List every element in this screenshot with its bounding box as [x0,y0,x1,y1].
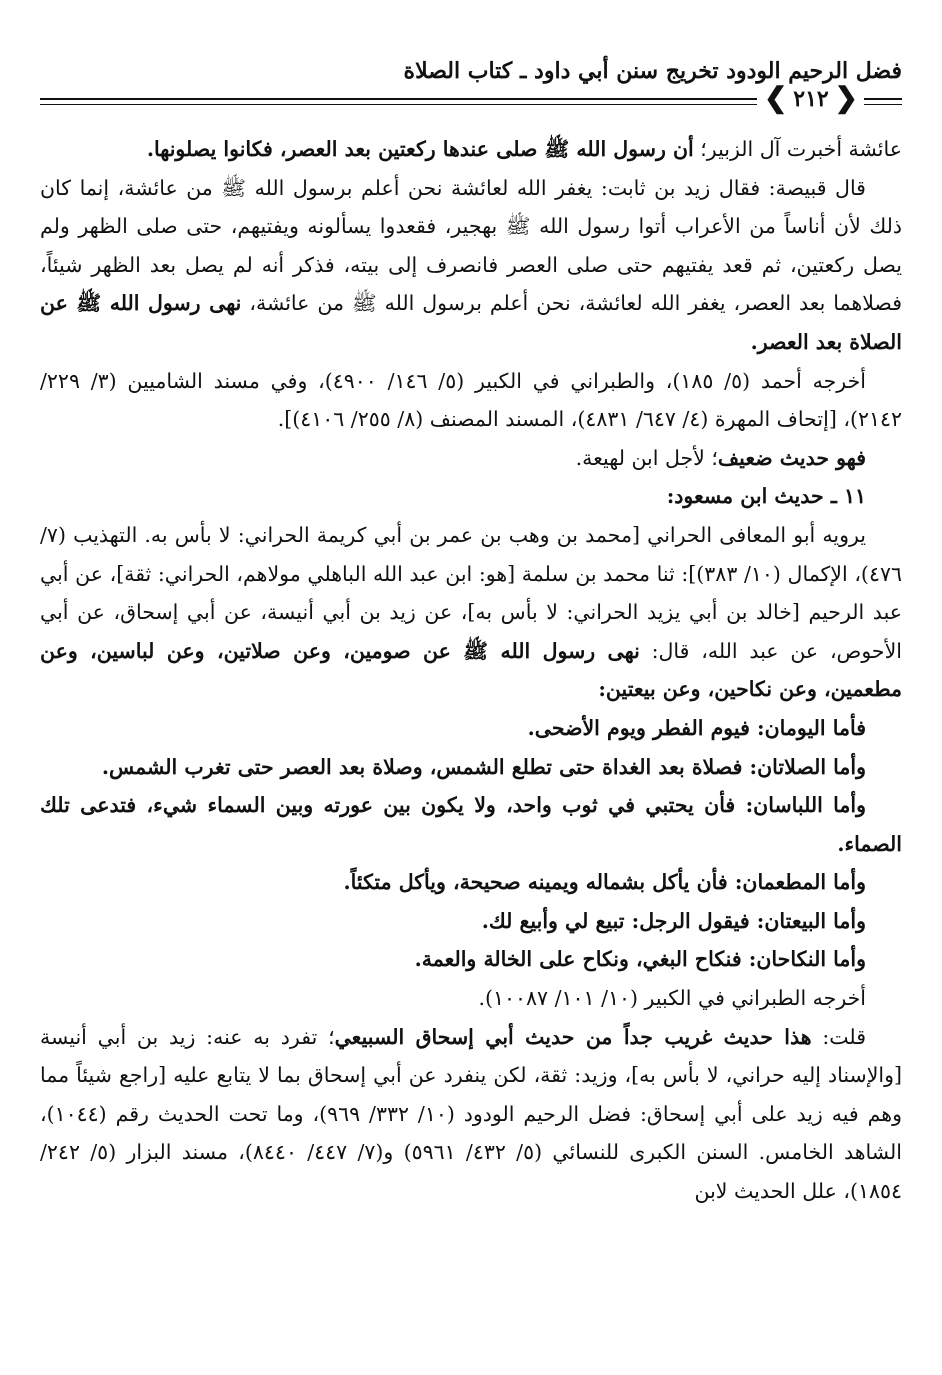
bold-text-segment: وأما اللباسان: فأن يحتبي في ثوب واحد، ولا يكون بين عورته وبين السماء شيء، فتدعى تلك الصماء. [40,793,902,856]
text-segment: عائشة أخبرت آل الزبير؛ [693,137,902,161]
bold-text-segment: نهى رسول الله ﷺ عن الصلاة بعد العصر. [40,291,902,354]
page-body [40,130,902,1211]
text-segment: ؛ لأجل ابن لهيعة. [575,445,718,470]
page-number [764,81,858,114]
paragraph [40,748,902,787]
paragraph [40,902,902,941]
paragraph [40,979,902,1018]
paragraph [40,786,902,863]
paragraph [40,516,902,709]
page-number-bracket-icon: ❯ [764,81,788,114]
paragraph [40,940,902,979]
bold-text-segment: وأما النكاحان: فنكاح البغي، ونكاح على الخالة والعمة. [414,947,866,972]
bold-text-segment: وأما الصلاتان: فصلاة بعد الغداة حتى تطلع الشمس، وصلاة بعد العصر حتى تغرب الشمس. [101,754,866,779]
bold-text-segment: ١١ ـ حديث ابن مسعود: [666,484,866,509]
text-segment: قلت: [811,1024,866,1049]
running-title: فضل الرحيم الودود تخريج سنن أبي داود ـ كتاب الصلاة [403,58,902,84]
header-rule-line [40,98,757,100]
page-number-value: ٢١٢ [793,86,829,112]
text-segment: أخرجه أحمد (٥/ ١٨٥)، والطبراني في الكبير (٥/ ١٤٦/ ٤٩٠٠)، وفي مسند الشاميين (٣/ ٢٢٩/ ٢١٤٢)، [إتحاف المهرة (٤/ ٦٤٧/ ٤٨٣١)، المسند المصنف (٨/ ٢٥٥/ ٤١٠٦)]. [40,368,902,432]
paragraph [40,169,902,362]
paragraph [40,362,902,439]
text-segment: يرويه أبو المعافى الحراني [محمد بن وهب بن عمر بن أبي كريمة الحراني: لا بأس به. التهذيب (٧/ ٤٧٦)، الإكمال (١٠/ ٣٨٣)]: ثنا محمد بن سلمة [هو: ابن عبد الله الباهلي مولاهم، الحراني: ثقة]، عن أبي عبد الرحيم [خالد بن أبي يزيد الحراني: لا بأس به]، عن زيد بن أبي أنيسة، عن أبي إسحاق، عن أبي الأحوص، عن عبد الله، قال: [40,522,902,663]
bold-text-segment: وأما البيعتان: فيقول الرجل: تبيع لي وأبيع لك. [481,908,866,933]
page-header [40,48,902,118]
text-segment: ؛ تفرد به عنه: زيد بن أبي أنيسة [والإسناد إليه حراني، لا بأس به]، وزيد: ثقة، لكن ينفرد عن أبي إسحاق بما لا يتابع عليه [راجع شيئاً مما وهم فيه زيد على أبي إسحاق: فضل الرحيم الودود (١٠/ ٣٣٢/ ٩٦٩)، وما تحت الحديث رقم (١٠٤٤)، الشاهد الخامس. السنن الكبرى للنسائي (٥/ ٤٣٢/ ٥٩٦١) و(٧/ ٤٤٧/ ٨٤٤٠)، مسند البزار (٥/ ٢٤٢/ ١٨٥٤)، علل الحديث لابن [40,1024,902,1204]
paragraph [40,477,902,516]
paragraph [40,1018,902,1211]
paragraph [40,130,902,169]
bold-text-segment: فهو حديث ضعيف [717,445,866,470]
paragraph [40,709,902,748]
header-rule-line [864,98,902,100]
bold-text-segment: نهى رسول الله ﷺ عن صومين، وعن صلاتين، وعن لباسين، وعن مطعمين، وعن نكاحين، وعن بيعتين: [40,638,902,702]
page-number-bracket-icon: ❮ [834,81,858,114]
bold-text-segment: فأما اليومان: فيوم الفطر ويوم الأضحى. [527,715,866,740]
bold-text-segment: أن رسول الله ﷺ صلى عندها ركعتين بعد العصر، فكانوا يصلونها. [146,137,694,161]
paragraph [40,439,902,478]
header-rule-line [864,104,902,105]
paragraph [40,863,902,902]
text-segment: أخرجه الطبراني في الكبير (١٠/ ١٠١/ ١٠٠٨٧). [478,986,866,1011]
text-segment: قال قبيصة: فقال زيد بن ثابت: يغفر الله لعائشة نحن أعلم برسول الله ﷺ من عائشة، إنما كان ذلك لأن أناساً من الأعراب أتوا رسول الله ﷺ بهجير، فقعدوا يسألونه ويفتيهم، حتى صلى الظهر ولم يصل ركعتين، ثم قعد يفتيهم حتى صلى العصر فانصرف إلى بيته، فذكر أنه لم يصل بعد الظهر شيئاً، فصلاهما بعد العصر، يغفر الله لعائشة، نحن أعلم برسول الله ﷺ من عائشة، [40,175,902,316]
bold-text-segment: هذا حديث غريب جداً من حديث أبي إسحاق السبيعي [334,1024,812,1049]
bold-text-segment: وأما المطعمان: فأن يأكل بشماله ويمينه صحيحة، ويأكل متكئاً. [343,870,866,895]
header-rule-line [40,104,757,105]
